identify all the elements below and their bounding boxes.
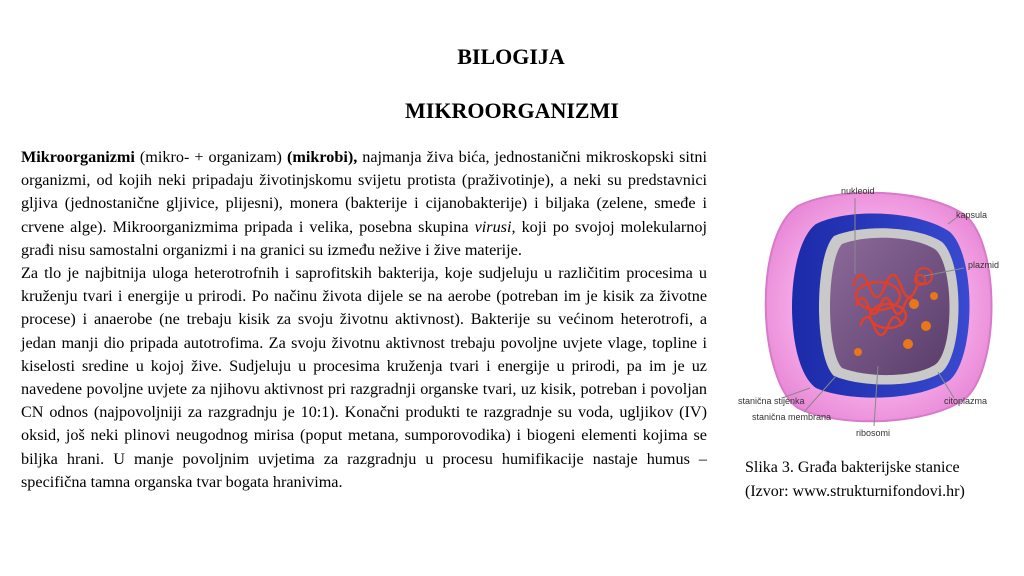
subtitle-text: MIKROORGANIZMI: [405, 98, 619, 123]
page-subtitle: [0, 98, 1024, 124]
caption-source: (Izvor: www.strukturnifondovi.hr): [745, 483, 965, 500]
paragraph1-text-a: najmanja živa bića, jednostanični mikroskopski sitni organizmi, od kojih neki pripadaju životinjskomu svijetu protista (praživotinje), a neki su predstavnici gljiva (jednostanične gljivice, plijesni), monera (bakterije i cijanobakterije) i biljaka (zelene, smeđe i crvene alge). Mikroorganizmima pripada i velika, posebna skupina: [21, 148, 707, 236]
figure-caption: [745, 456, 1024, 504]
cytoplasm-shape: [830, 238, 950, 375]
paragraph-soil-bacteria: Za tlo je najbitnija uloga heterotrofnih i saprofitskih bakterija, koje sudjeluju u različitim procesima u kruženju tvari i energije u prirodi. Po načinu života dijele se na aerobe (potreban im je kisik za životne procese) i anaerobe (ne trebaju kisik za svoju životnu aktivnost). Bakterije su većinom heterotrofi, a jedan manji dio pripada autotrofima. Za svoju životnu aktivnost trebaju povoljne uvjete vlage, topline i kiselosti sredine u kojoj žive. Sudjeluju u procesima kruženja tvari i energije u prirodi, pa im je uz navedene povoljne uvjete za njihovu aktivnost pri razgradnji organske tvari, uz kisik, potreban i povoljan CN odnos (najpovoljniji za razgradnju je 10:1). Konačni produkti te razgradnje su voda, ugljikov (IV) oksid, još neki plinovi neugodnog mirisa (poput metana, sumporovodika) i biogeni elementi kojima se biljka hrani. U manje povoljnim uvjetima za razgradnju u procesu humifikacije nastaje humus – specifična tamna organska tvar bogata hranivima.: [21, 264, 707, 491]
term-mikroorganizmi: Mikroorganizmi: [21, 148, 135, 166]
label-nukleoid: nukleoid: [841, 186, 875, 196]
label-plazmid: plazmid: [968, 260, 1000, 270]
caption-title: Slika 3. Građa bakterijske stanice: [745, 459, 960, 476]
term-virusi: virusi,: [474, 217, 516, 236]
paragraph1-text-b: koji po svojoj molekularnoj građi nisu samostalni organizmi i na granici su između nežive i žive materije.: [21, 217, 707, 259]
term-mikrobi: (mikrobi),: [286, 148, 358, 166]
label-kapsula: kapsula: [956, 210, 988, 220]
page-title: [0, 44, 1024, 70]
article-body: [21, 146, 707, 494]
paragraph-microorganisms: [21, 146, 707, 262]
label-citoplazma: citoplazma: [944, 396, 988, 406]
bacterial-cell-diagram: [738, 176, 1018, 446]
label-stanicna-stijenka: stanična stijenka: [738, 396, 805, 406]
term-etymology: (mikro- + organizam): [134, 148, 287, 166]
title-text: BILOGIJA: [457, 44, 565, 69]
label-ribosomi: ribosomi: [856, 428, 891, 438]
bacterial-cell-figure: [738, 176, 1018, 446]
label-stanicna-membrana: stanična membrana: [752, 412, 832, 422]
